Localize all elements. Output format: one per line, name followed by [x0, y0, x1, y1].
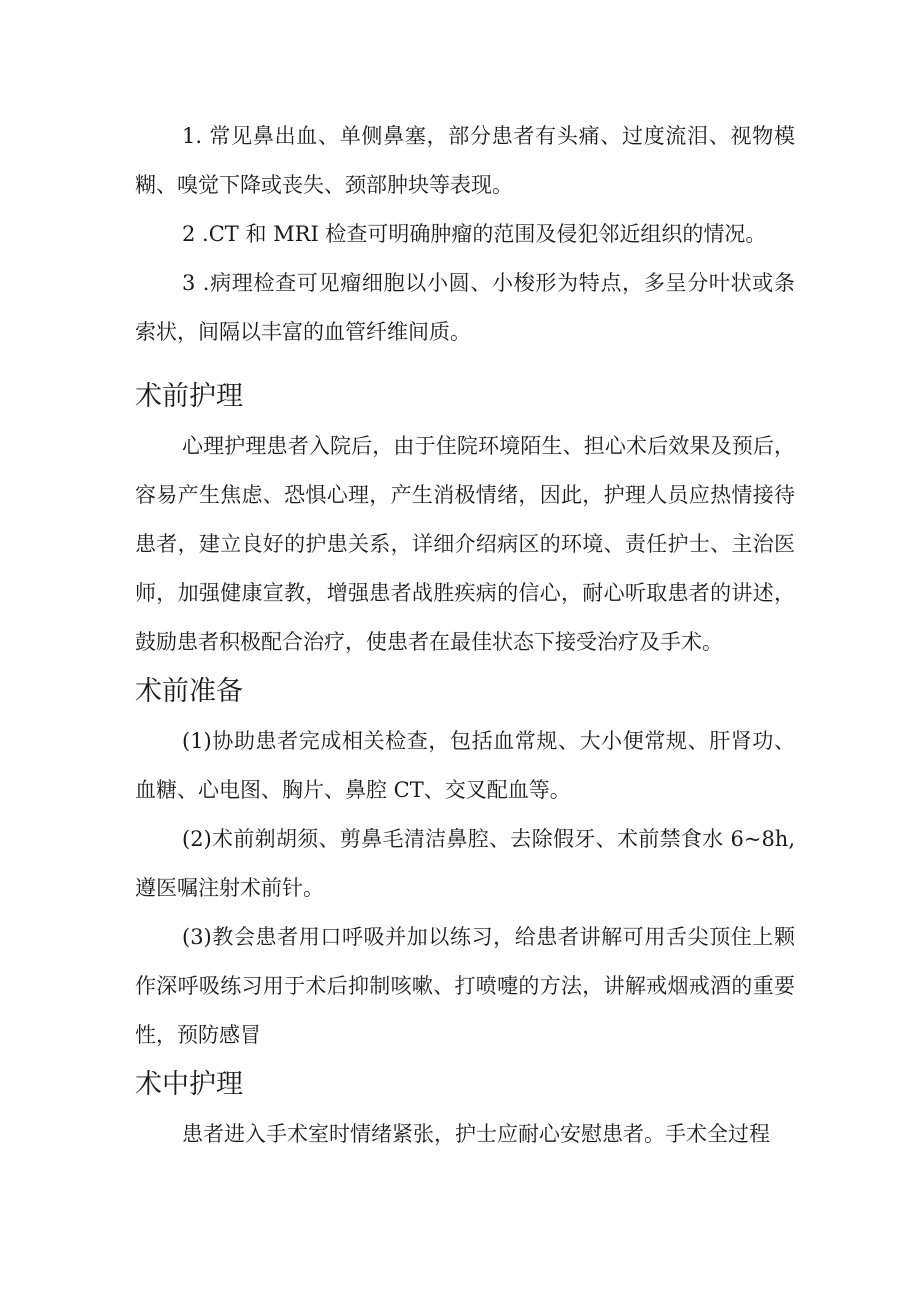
heading-preop-care: 术前护理	[135, 381, 243, 412]
preop-prep-item-1: (1)协助患者完成相关检查，包括血常规、大小便常规、肝肾功、血糖、心电图、胸片、鼻腔 CT、交叉配血等。	[135, 729, 795, 802]
intro-item-3: 3 .病理检查可见瘤细胞以小圆、小梭形为特点，多呈分叶状或条索状，间隔以丰富的血管纤维间质。	[135, 271, 795, 344]
heading-preop-prep: 术前准备	[135, 676, 243, 707]
preop-care-paragraph: 心理护理患者入院后，由于住院环境陌生、担心术后效果及预后，容易产生焦虑、恐惧心理，产生消极情绪，因此，护理人员应热情接待患者，建立良好的护患关系，详细介绍病区的环境、责任护士、主治医师，加强健康宣教，增强患者战胜疾病的信心，耐心听取患者的讲述，鼓励患者积极配合治疗，使患者在最佳状态下接受治疗及手术。	[135, 434, 795, 654]
intro-item-1: 1. 常见鼻出血、单侧鼻塞，部分患者有头痛、过度流泪、视物模糊、嗅觉下降或丧失、颈部肿块等表现。	[135, 124, 795, 197]
document-body	[135, 112, 795, 1159]
preop-prep-item-2: (2)术前剃胡须、剪鼻毛清洁鼻腔、去除假牙、术前禁食水 6~8h, 遵医嘱注射术前针。	[135, 827, 795, 900]
intraop-care-paragraph: 患者进入手术室时情绪紧张，护士应耐心安慰患者。手术全过程	[182, 1122, 770, 1146]
heading-intraop-care: 术中护理	[135, 1069, 243, 1100]
intro-item-2: 2 .CT 和 MRI 检查可明确肿瘤的范围及侵犯邻近组织的情况。	[182, 222, 767, 246]
preop-prep-item-3: (3)教会患者用口呼吸并加以练习，给患者讲解可用舌尖顶住上颗作深呼吸练习用于术后抑制咳嗽、打喷嚏的方法，讲解戒烟戒酒的重要性，预防感冒	[135, 925, 795, 1047]
